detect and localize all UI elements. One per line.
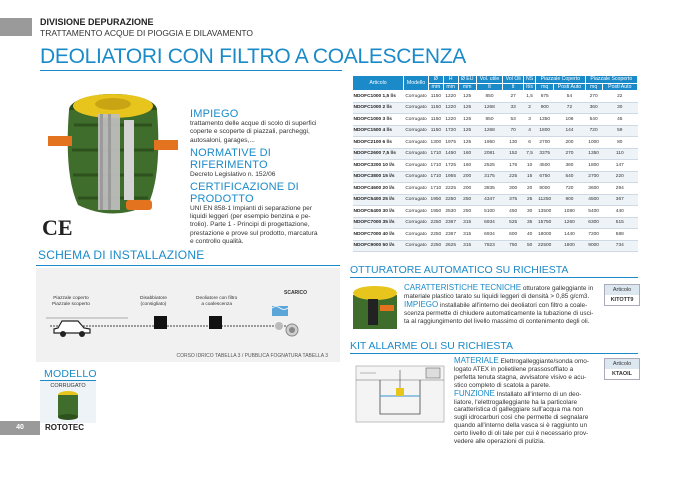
page-number: 40: [0, 421, 40, 435]
table-cell: 7823: [476, 240, 502, 252]
table-cell: 125: [458, 114, 476, 126]
col-articolo: Articolo: [353, 76, 404, 91]
header-accent-bar: [0, 18, 32, 36]
table-cell: 72: [554, 102, 585, 114]
table-cell: 300: [503, 183, 524, 195]
table-cell: 4500: [536, 160, 554, 172]
table-cell: 1220: [443, 102, 458, 114]
schema-heading: SCHEMA DI INSTALLAZIONE: [38, 248, 205, 262]
table-cell: 50: [524, 240, 536, 252]
table-cell: 1955: [443, 171, 458, 183]
table-cell: 2367: [443, 217, 458, 229]
label-piazzale: Piazzale coperto Piazzale scoperto: [52, 296, 90, 307]
col-scoperto: Piazzale Scoperto: [585, 76, 637, 84]
table-row: [353, 206, 638, 218]
division-subtitle: TRATTAMENTO ACQUE DI PIOGGIA E DILAVAMENTO: [40, 28, 254, 38]
table-cell: 1710: [429, 183, 444, 195]
table-cell: 200: [458, 183, 476, 195]
table-cell: Corrugato: [404, 114, 429, 126]
table-cell: 11250: [536, 194, 554, 206]
table-cell: 130: [503, 137, 524, 149]
installation-diagram: [36, 268, 340, 362]
table-cell: 5400: [585, 206, 602, 218]
table-cell: 440: [602, 206, 637, 218]
table-cell: 750: [503, 240, 524, 252]
table-cell: 250: [458, 206, 476, 218]
table-cell: 1950: [429, 206, 444, 218]
table-cell: 1220: [443, 114, 458, 126]
table-cell: 1950: [429, 194, 444, 206]
otturatore-code-badge: Articolo KITOTT9: [604, 284, 640, 306]
disabbiatore-box: [154, 316, 167, 329]
table-cell: 22: [602, 91, 637, 103]
table-cell: 525: [503, 217, 524, 229]
table-cell: 30: [602, 102, 637, 114]
table-cell: 7200: [585, 229, 602, 241]
table-cell: 200: [554, 137, 585, 149]
table-cell: NDOFC2100 6 l/s: [353, 137, 404, 149]
table-cell: 1710: [429, 148, 444, 160]
table-cell: 10: [524, 160, 536, 172]
schema-panel: [36, 268, 340, 362]
table-cell: 3835: [476, 183, 502, 195]
table-cell: 6: [524, 137, 536, 149]
table-cell: 315: [458, 240, 476, 252]
ce-mark: CE: [42, 215, 73, 240]
table-cell: 1150: [429, 91, 444, 103]
table-row: [353, 148, 638, 160]
table-cell: 375: [503, 194, 524, 206]
table-cell: 1150: [429, 125, 444, 137]
table-cell: 2250: [429, 229, 444, 241]
table-cell: 2081: [476, 148, 502, 160]
table-row: [353, 160, 638, 172]
table-cell: NDOFC1000 2 l/s: [353, 102, 404, 114]
table-cell: 1450: [443, 148, 458, 160]
table-row: [353, 229, 638, 241]
table-cell: 2367: [443, 229, 458, 241]
col-o: Ø: [429, 76, 444, 84]
table-row: [353, 171, 638, 183]
table-cell: 1080: [554, 206, 585, 218]
modello-label: CORRUGATO: [50, 383, 86, 389]
table-cell: 18000: [536, 229, 554, 241]
table-cell: 15750: [536, 217, 554, 229]
impiego-heading: IMPIEGO: [190, 108, 239, 120]
table-cell: 2250: [443, 194, 458, 206]
table-cell: 1800: [536, 125, 554, 137]
table-cell: 6750: [536, 171, 554, 183]
table-cell: Corrugato: [404, 194, 429, 206]
table-cell: NDOFC3800 15 l/s: [353, 171, 404, 183]
col-modello: Modello: [404, 76, 429, 91]
table-cell: 3: [524, 114, 536, 126]
table-row: [353, 102, 638, 114]
normative-text: Decreto Legislativo n. 152/06: [190, 171, 276, 179]
certificazione-text: UNI EN 858-1 Impianti di separazione per liquidi leggeri (per esempio benzina e pe- trolio). Parte 1 - Principi di progettazione, prestazione e prove sul prodotto, marcatura e controllo qualità.: [190, 204, 318, 246]
table-row: [353, 217, 638, 229]
table-cell: 9000: [536, 183, 554, 195]
table-cell: 2250: [429, 240, 444, 252]
modello-box: [40, 381, 96, 423]
kit-diagram: [350, 358, 450, 428]
table-cell: 20: [524, 183, 536, 195]
table-cell: NDOFC7000 40 l/s: [353, 229, 404, 241]
table-cell: 3600: [585, 183, 602, 195]
table-cell: Corrugato: [404, 206, 429, 218]
table-cell: 315: [458, 229, 476, 241]
title-underline: [40, 70, 342, 71]
table-cell: 2225: [443, 183, 458, 195]
table-cell: 850: [476, 91, 502, 103]
table-cell: 9000: [585, 240, 602, 252]
modello-heading: MODELLO: [44, 368, 97, 380]
table-cell: Corrugato: [404, 229, 429, 241]
certificazione-heading: CERTIFICAZIONE DI PRODOTTO: [190, 180, 299, 205]
table-cell: 540: [585, 114, 602, 126]
col-h: H: [443, 76, 458, 84]
kit-code-badge: Articolo KTAOIL: [604, 358, 640, 380]
table-cell: 108: [554, 114, 585, 126]
table-cell: NDOFC7000 35 l/s: [353, 217, 404, 229]
table-cell: 270: [554, 148, 585, 160]
table-cell: 40: [524, 229, 536, 241]
table-cell: 35: [524, 217, 536, 229]
table-row: [353, 137, 638, 149]
table-cell: 360: [585, 102, 602, 114]
table-cell: 315: [458, 217, 476, 229]
table-cell: 450: [503, 206, 524, 218]
table-cell: 1440: [554, 229, 585, 241]
table-cell: Corrugato: [404, 183, 429, 195]
table-cell: NDOFC2600 7,5 l/s: [353, 148, 404, 160]
table-cell: 515: [602, 217, 637, 229]
table-cell: 850: [476, 114, 502, 126]
table-cell: 720: [585, 125, 602, 137]
table-cell: 2525: [476, 160, 502, 172]
table-cell: 6934: [476, 229, 502, 241]
table-cell: 152: [503, 148, 524, 160]
table-cell: Corrugato: [404, 137, 429, 149]
table-cell: 1710: [429, 160, 444, 172]
table-cell: Corrugato: [404, 102, 429, 114]
table-cell: 1,5: [524, 91, 536, 103]
col-ns: NS: [524, 76, 536, 84]
table-cell: 33: [503, 102, 524, 114]
table-cell: 1350: [585, 148, 602, 160]
table-cell: 2: [524, 102, 536, 114]
table-cell: 367: [602, 194, 637, 206]
deoliatore-tank-image: [38, 80, 188, 230]
label-disabbiatore: Disabbiatore (consigliato): [140, 296, 167, 307]
table-cell: 125: [458, 102, 476, 114]
table-cell: 2250: [429, 217, 444, 229]
normative-heading: NORMATIVE DI RIFERIMENTO: [190, 147, 272, 172]
table-cell: 54: [554, 91, 585, 103]
table-cell: 1260: [554, 217, 585, 229]
table-row: [353, 183, 638, 195]
col-coperto: Piazzale Coperto: [536, 76, 586, 84]
table-cell: 540: [554, 171, 585, 183]
division-title: DIVISIONE DEPURAZIONE: [40, 17, 154, 27]
table-cell: 1268: [476, 102, 502, 114]
table-cell: Corrugato: [404, 171, 429, 183]
table-cell: 1000: [585, 137, 602, 149]
table-cell: 225: [503, 171, 524, 183]
table-cell: 70: [503, 125, 524, 137]
table-cell: 900: [536, 102, 554, 114]
table-cell: 675: [536, 91, 554, 103]
table-cell: Corrugato: [404, 148, 429, 160]
table-cell: NDOFC1000 1,5 l/s: [353, 91, 404, 103]
table-cell: 900: [554, 194, 585, 206]
table-cell: 1220: [443, 91, 458, 103]
table-cell: NDOFC1500 4 l/s: [353, 125, 404, 137]
table-cell: 25: [524, 194, 536, 206]
table-cell: 1800: [585, 160, 602, 172]
col-vol-utile: Vol. utile: [476, 76, 502, 84]
table-cell: 1268: [476, 125, 502, 137]
car-icon: [54, 321, 90, 337]
brand-name: ROTOTEC: [45, 423, 84, 432]
table-cell: 4500: [585, 194, 602, 206]
table-cell: 2530: [443, 206, 458, 218]
table-cell: NDOFC9000 50 l/s: [353, 240, 404, 252]
kit-heading: KIT ALLARME OLI SU RICHIESTA: [350, 340, 513, 352]
col-oeu: Ø EU: [458, 76, 476, 84]
table-cell: 22500: [536, 240, 554, 252]
table-cell: 27: [503, 91, 524, 103]
table-cell: 125: [458, 125, 476, 137]
table-cell: 4: [524, 125, 536, 137]
water-icon: [272, 306, 288, 316]
table-cell: 1150: [429, 102, 444, 114]
table-cell: 1725: [443, 160, 458, 172]
label-deoliatore: Deoliatore con filtro a coalescenza: [196, 296, 238, 307]
table-cell: 176: [503, 160, 524, 172]
schema-rule: [36, 265, 340, 266]
table-cell: 6300: [585, 217, 602, 229]
table-row: [353, 240, 638, 252]
table-cell: NDOFC6400 30 l/s: [353, 206, 404, 218]
table-cell: Corrugato: [404, 125, 429, 137]
schema-footnote: CORSO IDRICO TABELLA 3 / PUBBLICA FOGNATURA TABELLA 3: [176, 353, 328, 359]
table-cell: 1150: [429, 114, 444, 126]
table-row: [353, 114, 638, 126]
deoliatore-box: [209, 316, 222, 329]
table-cell: 147: [602, 160, 637, 172]
table-row: [353, 125, 638, 137]
table-cell: 1710: [429, 171, 444, 183]
otturatore-heading: OTTURATORE AUTOMATICO SU RICHIESTA: [350, 264, 569, 276]
table-cell: 1800: [554, 240, 585, 252]
table-cell: 125: [458, 137, 476, 149]
table-cell: Corrugato: [404, 160, 429, 172]
table-cell: 4347: [476, 194, 502, 206]
table-cell: 2700: [536, 137, 554, 149]
table-cell: 2625: [443, 240, 458, 252]
table-cell: 220: [602, 171, 637, 183]
spec-table: Articolo Modello Ø H Ø EU Vol. utile Vol Oli NS Piazzale Coperto Piazzale Scoperto mm mm mm lt lt lt/s mq Posti Auto mq Posti Auto NDOFC1000 1,5 l/s Corrugato 1150 1220 125 850 27 1,5 675 54 270 22 NDOFC1000 2 l/s Corrugato 1150 1220 125 1268 33 2 900 72 360 30 NDOFC1000 3 l/s Corrugato 1150 1220 125 850 53 3 1350 108 540 45 NDOFC1500 4 l/s Corrugato 1150 1720 125 1268 70 4 1800 144 720 59 NDOFC2100 6 l/s Corrugato 1300 1975 125 1950 130 6 2700 200 1000 80 NDOFC2600 7,5 l/s Corrugato 1710 1450 160 2081 152 7,5 3375 270 1350 110 NDOFC3200 10 l/s Corrugato 1710 1725 160 2525 176 10 4500 360 1800 147 NDOFC3800 15 l/s Corrugato 1710 1955 200 3175 225 15 6750 540 2700 220 NDOFC4600 20 l/s Corrugato 1710 2225 200 3835 300 20 9000 720 3600 294 NDOFC5400 25 l/s Corrugato 1950 2250 250 4347 375 25 11250 900 4500 367 NDOFC6400 30 l/s Corrugato 1950 2530 250 5100 450 30 13500 1080 5400 440 NDOFC7000 35 l/s Corrugato 2250 2367 315 6934 525 35 15750 1260 6300 515 NDOFC7000 40 l/s Corrugato 2250 2367 315 6934 600 40 18000 1440 7200 588 NDOFC9000 50 l/s Corrugato 2250 2625 315 7823 750 50 22500 1800 9000 734: [352, 75, 638, 252]
table-cell: 30: [524, 206, 536, 218]
table-cell: 3175: [476, 171, 502, 183]
table-cell: 59: [602, 125, 637, 137]
table-cell: 13500: [536, 206, 554, 218]
table-cell: 53: [503, 114, 524, 126]
label-scarico: SCARICO: [284, 290, 308, 296]
table-cell: 5100: [476, 206, 502, 218]
table-cell: 2700: [585, 171, 602, 183]
table-cell: Corrugato: [404, 91, 429, 103]
table-cell: 588: [602, 229, 637, 241]
table-cell: 1975: [443, 137, 458, 149]
table-cell: 270: [585, 91, 602, 103]
table-cell: 80: [602, 137, 637, 149]
otturatore-image: [350, 281, 400, 331]
table-cell: 45: [602, 114, 637, 126]
table-cell: 1300: [429, 137, 444, 149]
table-row: [353, 91, 638, 103]
table-cell: 600: [503, 229, 524, 241]
table-cell: 160: [458, 160, 476, 172]
table-cell: 360: [554, 160, 585, 172]
col-vol-oli: Vol Oli: [503, 76, 524, 84]
table-cell: 160: [458, 148, 476, 160]
table-cell: 294: [602, 183, 637, 195]
table-cell: 15: [524, 171, 536, 183]
page-title: DEOLIATORI CON FILTRO A COALESCENZA: [40, 45, 466, 68]
modello-tank-thumb: [40, 389, 96, 421]
table-cell: 125: [458, 91, 476, 103]
table-cell: NDOFC5400 25 l/s: [353, 194, 404, 206]
otturatore-text: CARATTERISTICHE TECNICHE otturatore galleggiante in materiale plastico tarato su liquidi leggeri di densità > 0,85 g/cm3. IMPIEGO installabile all'interno dei deoliatori con filtro a coale- scenza permette di chiudere automaticamente la tubazione di usci- ta al raggiungimento del livello massimo di contenimento degli oli.: [404, 283, 594, 325]
table-cell: 734: [602, 240, 637, 252]
table-cell: 3375: [536, 148, 554, 160]
table-cell: NDOFC1000 3 l/s: [353, 114, 404, 126]
table-cell: 1720: [443, 125, 458, 137]
table-cell: 250: [458, 194, 476, 206]
table-cell: 7,5: [524, 148, 536, 160]
otturatore-rule: [350, 277, 638, 278]
table-cell: 144: [554, 125, 585, 137]
table-cell: Corrugato: [404, 217, 429, 229]
table-cell: 110: [602, 148, 637, 160]
kit-text: MATERIALE Elettrogalleggiante/sonda omo- logato ATEX in polietilene prassosoffiato a perfetta tenuta stagna, avvisatore visivo e acu- stico completo di scatola a parete. FUNZIONE Installato all'interno di un deo- liatore, l'elettrogalleggiante ha la particolare caratteristica di galleggiare sull'acqua ma non sugli idrocarburi così che permette di segnalare quando all'interno della vasca si è raggiunto un certo livello di oli tale per cui è necessario prov- vedere alle operazioni di pulizia.: [454, 356, 589, 446]
table-cell: 1350: [536, 114, 554, 126]
table-cell: Corrugato: [404, 240, 429, 252]
table-cell: NDOFC3200 10 l/s: [353, 160, 404, 172]
table-row: [353, 194, 638, 206]
impiego-text: trattamento delle acque di scolo di superfici coperte e scoperte di piazzali, parcheggi, autosaloni, garages,...: [190, 120, 317, 144]
kit-rule: [350, 353, 638, 354]
table-cell: 1950: [476, 137, 502, 149]
table-cell: 6934: [476, 217, 502, 229]
table-cell: 720: [554, 183, 585, 195]
table-cell: NDOFC4600 20 l/s: [353, 183, 404, 195]
table-cell: 200: [458, 171, 476, 183]
